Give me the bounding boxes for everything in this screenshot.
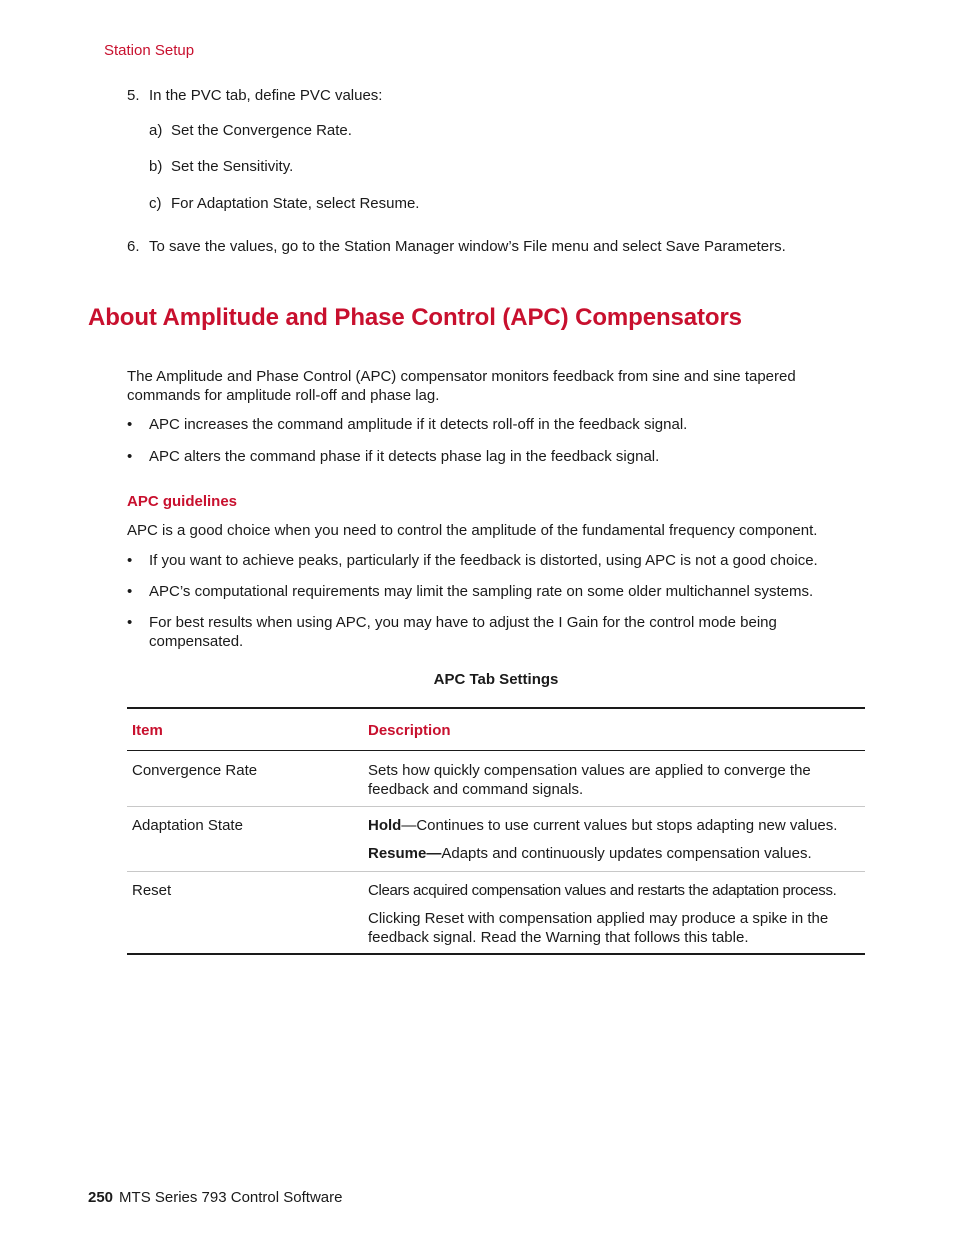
list-item-text: For best results when using APC, you may have to adjust the I Gain for the control mode being compensated. xyxy=(149,614,777,650)
page-number: 250 xyxy=(88,1189,114,1206)
list-item xyxy=(127,447,857,466)
subsection-heading: APC guidelines xyxy=(127,493,238,510)
step-text: To save the values, go to the Station Manager window’s File menu and select Save Parameters. xyxy=(149,238,786,255)
row-description: Clears acquired compensation values and restarts the adaptation process. xyxy=(368,882,837,899)
row-description-note: Clicking Reset with compensation applied may produce a spike in the feedback signal. Read the Warning that follows this table. xyxy=(368,910,829,946)
section-title: About Amplitude and Phase Control (APC) Compensators xyxy=(88,304,742,331)
bullet-mark: • xyxy=(127,416,133,433)
step-number: 6. xyxy=(127,238,140,255)
list-item-text: If you want to achieve peaks, particularly if the feedback is distorted, using APC is not a good choice. xyxy=(149,552,818,569)
row-description-resume xyxy=(368,844,865,863)
step-number: 5. xyxy=(127,87,140,104)
list-item-text: APC alters the command phase if it detects phase lag in the feedback signal. xyxy=(149,448,660,465)
bullet-mark: • xyxy=(127,614,133,631)
bullet-mark: • xyxy=(127,552,133,569)
row-description: Sets how quickly compensation values are applied to converge the feedback and command signals. xyxy=(368,762,811,798)
substep-letter: b) xyxy=(149,158,163,175)
list-item xyxy=(127,582,857,601)
intro-paragraph: The Amplitude and Phase Control (APC) compensator monitors feedback from sine and sine tapered commands for amplitude roll-off and phase lag. xyxy=(127,368,796,404)
row-description-hold xyxy=(368,816,865,835)
table-top-rule xyxy=(127,707,865,709)
running-head: Station Setup xyxy=(104,42,195,59)
table-bottom-rule xyxy=(127,953,865,955)
footer-title: MTS Series 793 Control Software xyxy=(119,1189,343,1206)
list-item xyxy=(127,415,857,434)
row-item: Reset xyxy=(132,882,172,899)
step-text: In the PVC tab, define PVC values: xyxy=(149,87,383,104)
list-item xyxy=(127,613,857,651)
row-item: Convergence Rate xyxy=(132,762,258,779)
page-footer xyxy=(88,1189,342,1206)
substep-text: For Adaptation State, select Resume. xyxy=(171,195,420,212)
list-item-text: APC increases the command amplitude if it detects roll-off in the feedback signal. xyxy=(149,416,688,433)
substep-letter: c) xyxy=(149,195,162,212)
row-divider xyxy=(127,871,865,872)
guidelines-lead: APC is a good choice when you need to control the amplitude of the fundamental frequency component. xyxy=(127,522,818,539)
substep-text: Set the Sensitivity. xyxy=(171,158,294,175)
table-caption: APC Tab Settings xyxy=(433,671,559,688)
row-divider xyxy=(127,806,865,807)
substep-text: Set the Convergence Rate. xyxy=(171,122,352,139)
substep-letter: a) xyxy=(149,122,163,139)
resume-text: Adapts and continuously updates compensation values. xyxy=(441,845,812,862)
column-header-item: Item xyxy=(132,722,163,739)
bullet-mark: • xyxy=(127,448,133,465)
bullet-mark: • xyxy=(127,583,133,600)
list-item-text: APC’s computational requirements may limit the sampling rate on some older multichannel systems. xyxy=(149,583,814,600)
column-header-description: Description xyxy=(368,722,451,739)
list-item xyxy=(127,551,857,570)
header-rule xyxy=(127,750,865,751)
row-item: Adaptation State xyxy=(132,817,243,834)
hold-text: —Continues to use current values but stops adapting new values. xyxy=(401,817,838,834)
hold-label: Hold xyxy=(368,817,402,834)
resume-label: Resume— xyxy=(368,845,442,862)
